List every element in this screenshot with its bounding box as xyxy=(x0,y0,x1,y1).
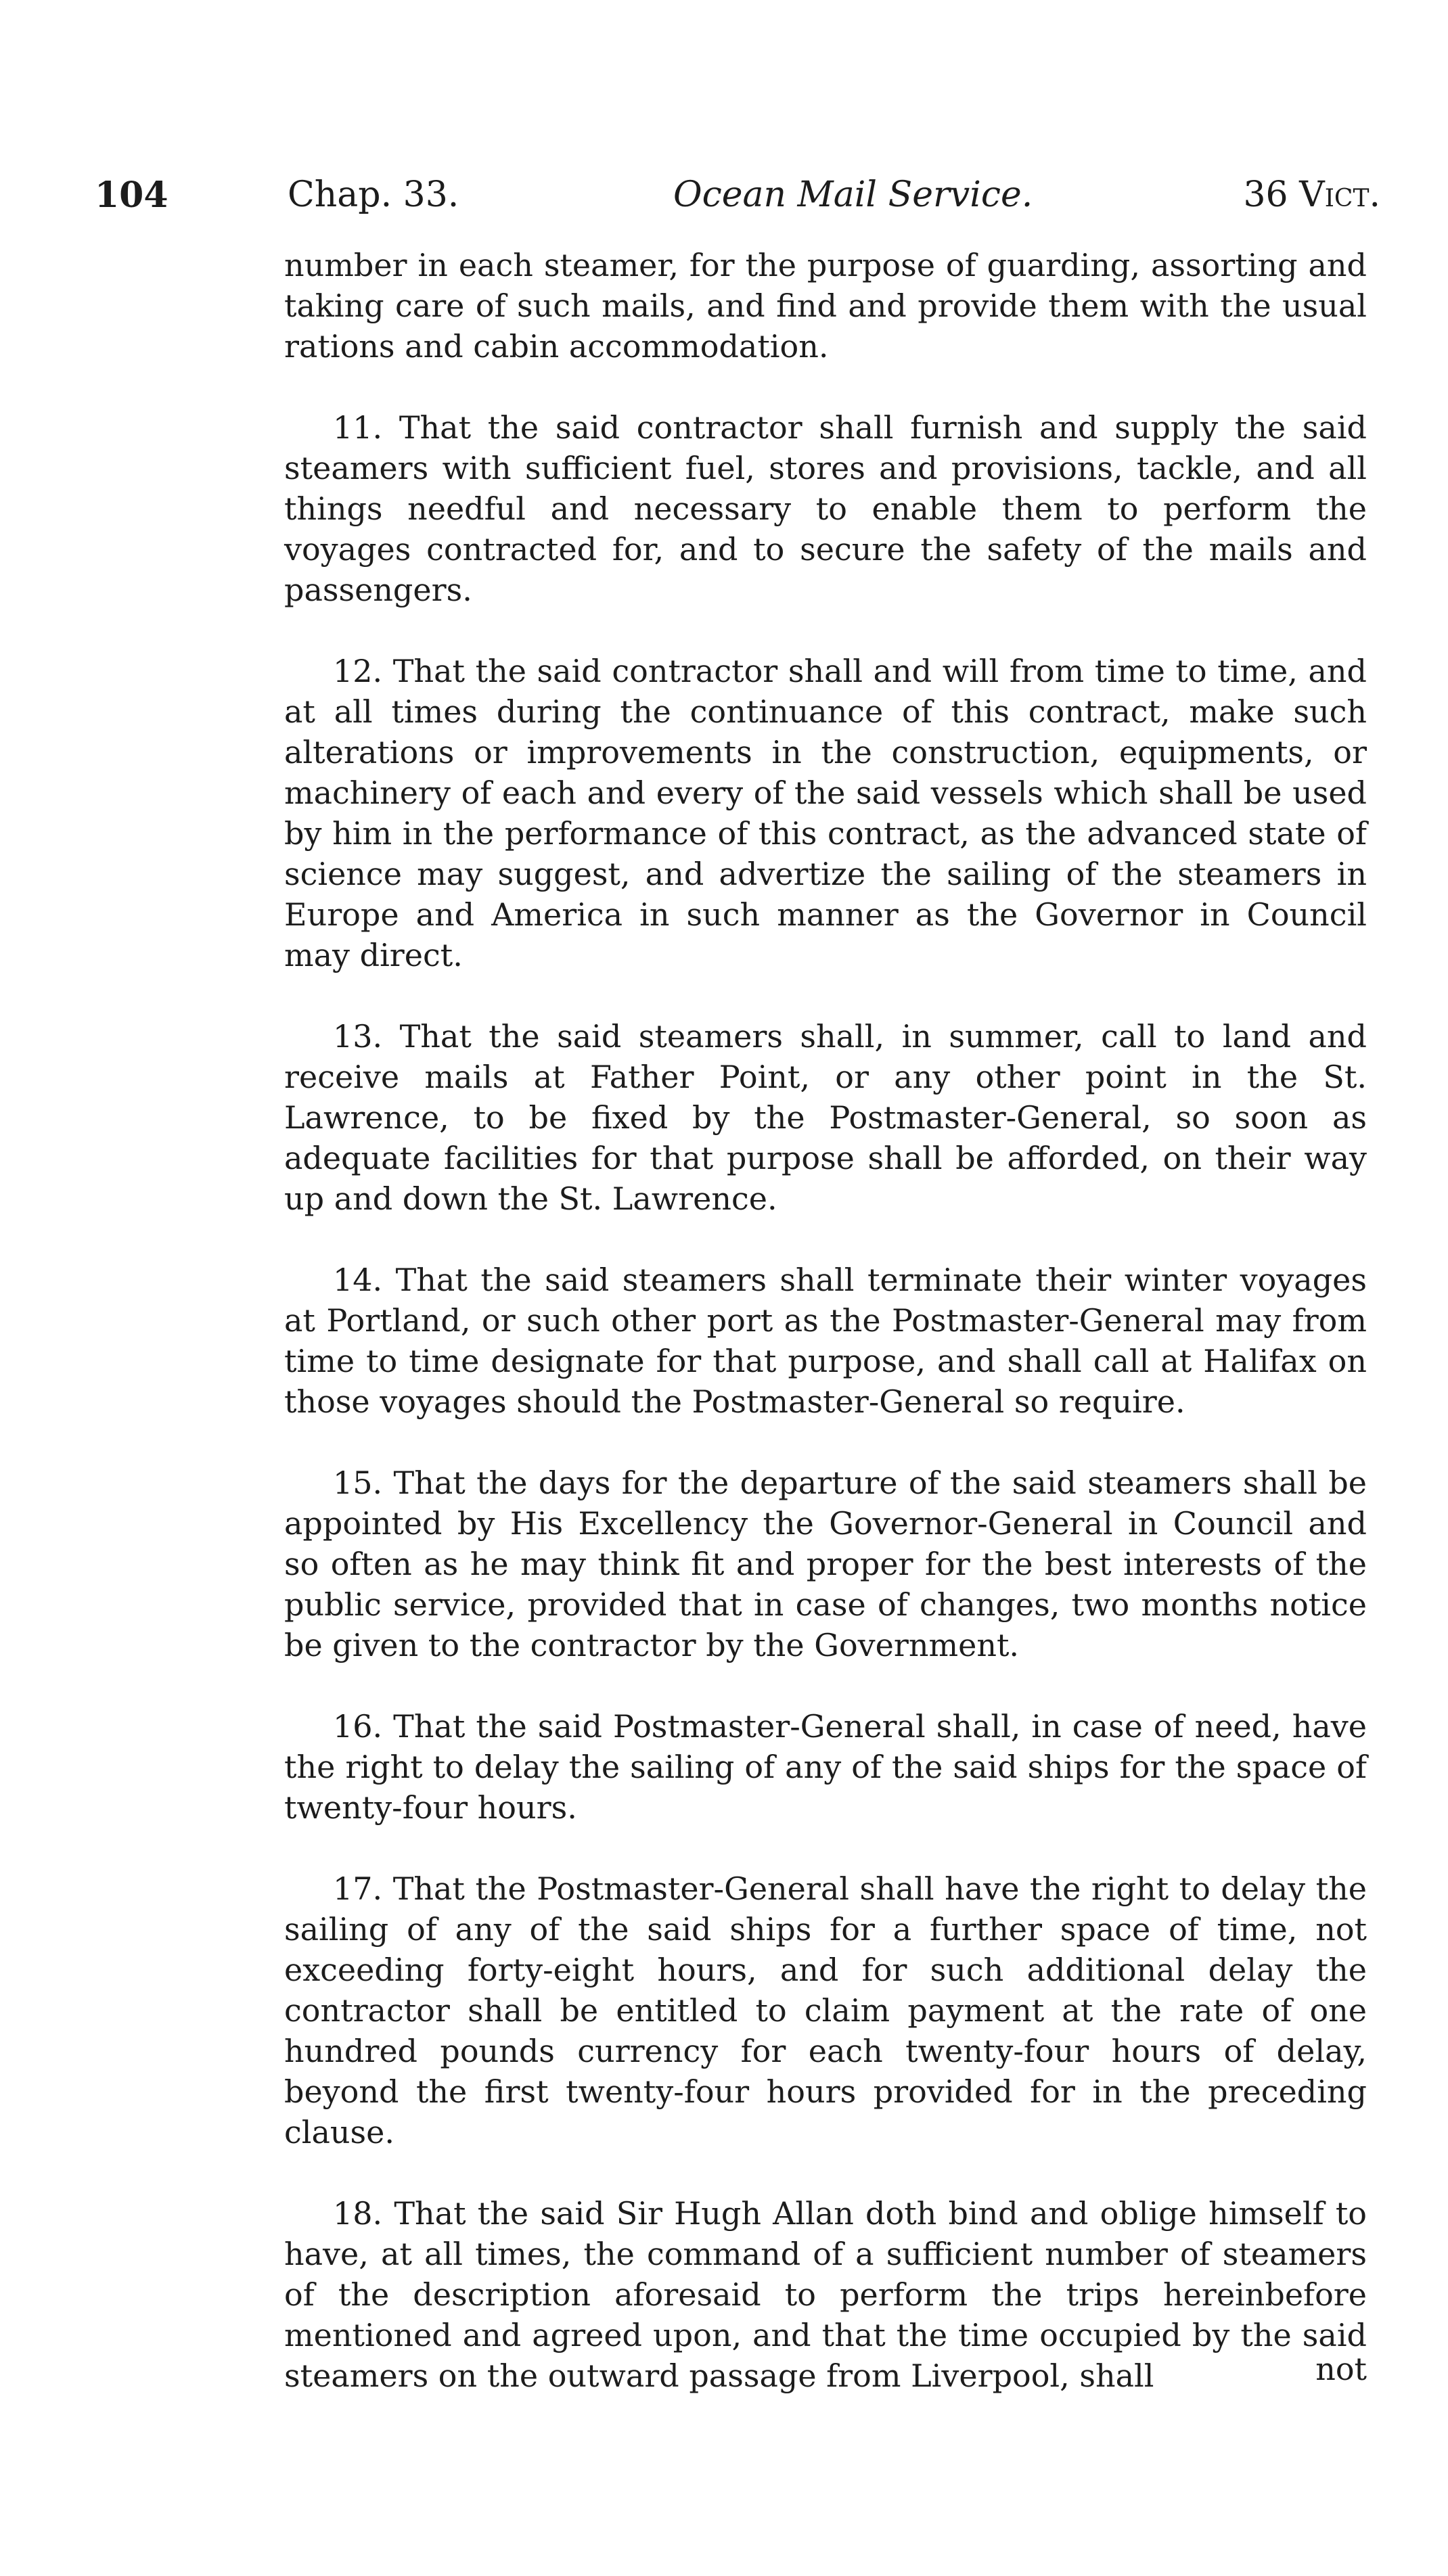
clause-18: 18. That the said Sir Hugh Allan doth bind and oblige himself to have, at all times, the command of a sufficient number of steamers of the description aforesaid to perform the trips hereinbefore mentioned and agreed upon, and that the time occupied by the said steamers on the outward passage from Liverpool, shall xyxy=(284,2195,1367,2394)
body-text xyxy=(284,245,1367,2437)
clause-15: 15. That the days for the departure of the said steamers shall be appointed by His Excellency the Governor-General in Council and so often as he may think fit and proper for the best interests of the public service, provided that in case of changes, two months notice be given to the contractor by the Government. xyxy=(284,1465,1367,1663)
clause-13: 13. That the said steamers shall, in summer, call to land and receive mails at Father Point, or any other point in the St. Lawrence, to be fixed by the Postmaster-General, so soon as adequate facilities for that purpose shall be afforded, on their way up and down the St. Lawrence. xyxy=(284,1018,1367,1217)
regnal-year: 36 Vict. xyxy=(1243,175,1380,215)
catchword: not xyxy=(1315,2351,1367,2387)
clause-12: 12. That the said contractor shall and will from time to time, and at all times during the continuance of this contract, make such alterations or improvements in the construction, equipments, or machinery of each and every of the said vessels which shall be used by him in the performance of this contract, as the advanced state of science may suggest, and advertize the sailing of the steamers in Europe and America in such manner as the Governor in Council may direct. xyxy=(284,653,1367,973)
clause-14: 14. That the said steamers shall terminate their winter voyages at Portland, or such other port as the Postmaster-General may from time to time designate for that purpose, and shall call at Halifax on those voyages should the Postmaster-General so require. xyxy=(284,1262,1367,1420)
running-title: Ocean Mail Service. xyxy=(673,175,1033,215)
running-header xyxy=(95,175,1380,222)
paragraph-continuation: number in each steamer, for the purpose of guarding, assorting and taking care of such mails, and find and provide them with the usual rations and cabin accommodation. xyxy=(284,247,1367,365)
page-number: 104 xyxy=(95,175,168,216)
clause-11: 11. That the said contractor shall furnish and supply the said steamers with sufficient fuel, stores and provisions, tackle, and all things needful and necessary to enable them to perform the voyages contracted for, and to secure the safety of the mails and passengers. xyxy=(284,409,1367,608)
chapter-label: Chap. 33. xyxy=(288,175,459,215)
clause-17: 17. That the Postmaster-General shall have the right to delay the sailing of any of the said ships for a further space of time, not exceeding forty-eight hours, and for such additional delay the contractor shall be entitled to claim payment at the rate of one hundred pounds currency for each twenty-four hours of delay, beyond the first twenty-four hours provided for in the preceding clause. xyxy=(284,1870,1367,2150)
clause-16: 16. That the said Postmaster-General shall, in case of need, have the right to delay the sailing of any of the said ships for the space of twenty-four hours. xyxy=(284,1708,1367,1826)
